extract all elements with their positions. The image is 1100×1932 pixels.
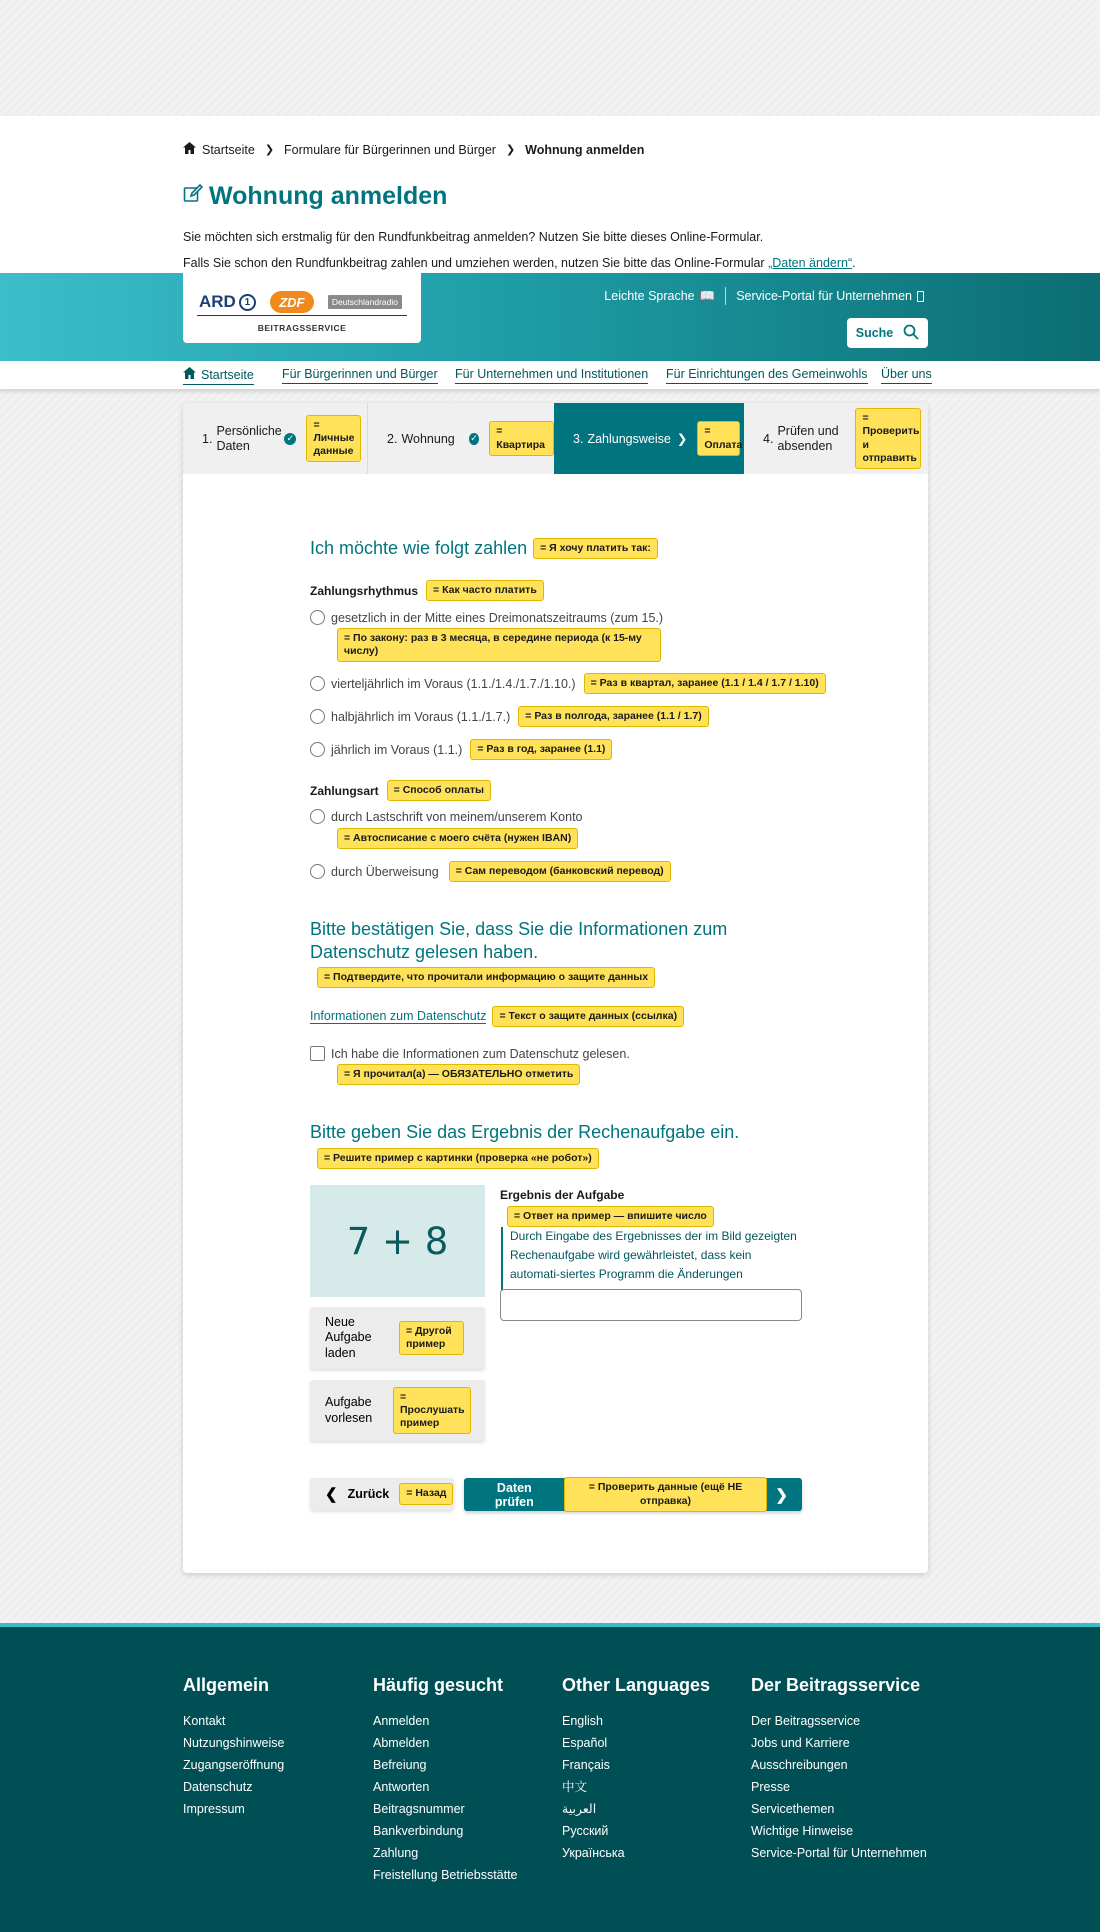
nav-businesses[interactable]: Für Unternehmen und Institutionen (455, 367, 648, 384)
home-icon (183, 367, 196, 382)
footer-link[interactable]: Ausschreibungen (751, 1758, 848, 1772)
rhythm-option-annual[interactable]: jährlich im Voraus (1.1.) = Раз в год, заранее (1.1) (310, 739, 612, 760)
footer-link[interactable]: العربية (562, 1802, 597, 1816)
site-header (0, 273, 1100, 361)
translation-badge: = Решите пример с картинки (проверка «не робот») (317, 1148, 599, 1169)
footer-link[interactable]: Presse (751, 1780, 790, 1794)
site-footer (0, 1623, 1100, 1932)
page-title (183, 182, 447, 211)
translation-badge: = Прослушать пример (393, 1387, 471, 1434)
footer-link[interactable]: Datenschutz (183, 1780, 253, 1794)
search-button[interactable]: Suche (847, 318, 928, 348)
business-portal-link[interactable]: Service-Portal für Unternehmen (736, 289, 924, 303)
footer-col-title: Häufig gesucht (373, 1675, 504, 1695)
chevron-left-icon: ❮ (325, 1486, 338, 1503)
footer-link[interactable]: Español (562, 1736, 608, 1750)
read-task-button[interactable]: Aufgabe vorlesen = Прослушать пример (310, 1380, 485, 1441)
header-links (604, 287, 924, 305)
footer-col-languages (562, 1675, 710, 1864)
footer-link[interactable]: Beitragsnummer (373, 1802, 465, 1816)
translation-badge: = Я прочитал(а) — ОБЯЗАТЕЛЬНО отметить (337, 1064, 580, 1085)
footer-link[interactable]: 中文 (562, 1780, 588, 1794)
footer-link[interactable]: Zugangseröffnung (183, 1758, 285, 1772)
logo[interactable] (183, 273, 421, 343)
easy-language-link[interactable]: Leichte Sprache 📖 (604, 288, 716, 303)
step-apartment[interactable]: 2. Wohnung ✓ = Квартира (368, 403, 554, 474)
radio-button[interactable] (310, 610, 325, 625)
footer-col-title: Der Beitragsservice (751, 1675, 921, 1695)
footer-link[interactable]: Antworten (373, 1780, 430, 1794)
translation-badge: = Текст о защите данных (ссылка) (492, 1006, 684, 1027)
footer-link[interactable]: Français (562, 1758, 610, 1772)
privacy-title: Bitte bestätigen Sie, dass Sie die Informationen zum Datenschutz gelesen haben. (310, 919, 728, 962)
nav-about[interactable]: Über uns (881, 367, 932, 384)
rhythm-label: Zahlungsrhythmus (310, 583, 419, 598)
result-input[interactable] (500, 1289, 802, 1321)
breadcrumb-forms[interactable]: Formulare für Bürgerinnen und Bürger (284, 142, 496, 157)
payment-type-group (310, 780, 491, 801)
translation-badge: = Другой пример (399, 1321, 464, 1355)
translation-badge: = Проверить и отправить (855, 408, 921, 469)
nav-citizens[interactable]: Für Bürgerinnen und Bürger (282, 367, 438, 384)
footer-col-frequent (373, 1675, 518, 1886)
footer-link[interactable]: Bankverbindung (373, 1824, 464, 1838)
edit-icon (183, 182, 203, 211)
back-button[interactable]: ❮ Zurück = Назад (310, 1478, 454, 1510)
chevron-right-icon: ❯ (264, 144, 275, 156)
radio-button[interactable] (310, 676, 325, 691)
footer-link[interactable]: Befreiung (373, 1758, 427, 1772)
breadcrumb-home[interactable]: Startseite (202, 142, 255, 157)
top-band (0, 116, 1100, 274)
privacy-link-row (310, 1006, 684, 1027)
new-task-button[interactable]: Neue Aufgabe laden = Другой пример (310, 1307, 485, 1369)
zdf-logo: ZDF (270, 291, 314, 313)
footer-link[interactable]: English (562, 1714, 603, 1728)
translation-badge: = Проверить данные (ещё НЕ отправка) (564, 1477, 768, 1511)
footer-col-general (183, 1675, 284, 1820)
footer-link[interactable]: Abmelden (373, 1736, 430, 1750)
translation-badge: = Я хочу платить так: (533, 538, 658, 559)
payment-title: Ich möchte wie folgt zahlen (310, 538, 528, 558)
footer-link[interactable]: Impressum (183, 1802, 245, 1816)
footer-link[interactable]: Kontakt (183, 1714, 226, 1728)
rhythm-option-semiannual[interactable]: halbjährlich im Voraus (1.1./1.7.) = Раз в полгода, заранее (1.1 / 1.7) (310, 706, 709, 727)
step-payment-method[interactable]: 3. Zahlungsweise ❯ = Оплата (554, 403, 744, 474)
footer-link[interactable]: Wichtige Hinweise (751, 1824, 854, 1838)
payment-heading (310, 537, 658, 560)
book-icon: 📖 (699, 288, 716, 303)
step-personal-data[interactable]: 1. Persönliche Daten ✓ = Личные данные (183, 403, 367, 474)
translation-badge: = Как часто платить (426, 580, 544, 601)
radio-button[interactable] (310, 742, 325, 757)
payment-rhythm-group (310, 580, 544, 601)
chevron-right-icon: ❯ (775, 1486, 788, 1504)
rhythm-option-legal[interactable]: gesetzlich in der Mitte eines Dreimonatszeitraums (zum 15.) (310, 610, 663, 625)
translation-badge: = Оплата (697, 421, 740, 455)
translation-badge: = Ответ на пример — впишите число (507, 1206, 714, 1227)
search-icon (903, 324, 919, 343)
payment-option-direct-debit[interactable]: durch Lastschrift von meinem/unserem Konto (310, 809, 583, 824)
page-title-text: Wohnung anmelden (209, 182, 448, 210)
door-icon (917, 291, 924, 302)
chevron-right-icon: ❯ (505, 144, 516, 156)
captcha-image: 7 + 8 (310, 1185, 485, 1297)
footer-link[interactable]: Jobs und Karriere (751, 1736, 850, 1750)
divider (725, 287, 726, 305)
translation-badge: = Квартира (489, 421, 554, 455)
captcha-title: Bitte geben Sie das Ergebnis der Rechenaufgabe ein. (310, 1122, 740, 1142)
footer-link[interactable]: Freistellung Betriebsstätte (373, 1868, 518, 1882)
result-label: Ergebnis der Aufgabe (500, 1188, 625, 1202)
check-data-button[interactable]: Daten prüfen = Проверить данные (ещё НЕ отправка) ❯ (464, 1478, 802, 1511)
payment-type-label: Zahlungsart (310, 783, 379, 798)
logo-subtitle: BEITRAGSSERVICE (257, 323, 347, 333)
footer-link[interactable]: Zahlung (373, 1846, 419, 1860)
deutschlandradio-logo: Deutschlandradio (328, 295, 402, 309)
rhythm-option-quarterly[interactable]: vierteljährlich im Voraus (1.1./1.4./1.7./1.10.) = Раз в квартал, заранее (1.1 / 1.4 / 1.7 / 1.10) (310, 673, 826, 694)
captcha-hint: Durch Eingabe des Ergebnisses der im Bild gezeigten Rechenaufgabe wird gewährleistet, dass kein automati-siertes Programm die Änderungen (501, 1227, 801, 1304)
translation-badge: = Автосписание с моего счёта (нужен IBAN) (337, 828, 578, 849)
ard-logo: ARD 1 (199, 292, 256, 312)
footer-link[interactable]: Der Beitragsservice (751, 1714, 861, 1728)
breadcrumb (183, 142, 644, 157)
home-icon (183, 142, 196, 157)
nav-home[interactable]: Startseite (183, 367, 254, 385)
translation-badge: = Назад (399, 1483, 453, 1504)
translation-badge: = Личные данные (306, 415, 361, 462)
privacy-info-link[interactable]: Informationen zum Datenschutz (310, 1009, 487, 1024)
footer-link[interactable]: Nutzungshinweise (183, 1736, 285, 1750)
translation-badge: = Раз в год, заранее (1.1) (470, 739, 612, 760)
translation-badge: = Раз в квартал, заранее (1.1 / 1.4 / 1.7 / 1.10) (584, 673, 826, 694)
nav-public-welfare[interactable]: Für Einrichtungen des Gemeinwohls (666, 367, 868, 384)
translation-badge: = По закону: раз в 3 месяца, в середине периода (к 15-му числу) (337, 628, 661, 662)
check-icon: ✓ (284, 433, 296, 445)
footer-link[interactable]: Русский (562, 1824, 609, 1838)
footer-link[interactable]: Servicethemen (751, 1802, 835, 1816)
footer-link[interactable]: Service-Portal für Unternehmen (751, 1846, 927, 1860)
intro-text-1: Sie möchten sich erstmalig für den Rundfunkbeitrag anmelden? Nutzen Sie bitte dieses Online-Formular. (183, 230, 764, 244)
change-data-link[interactable]: „Daten ändern“ (768, 256, 853, 270)
translation-badge: = Раз в полгода, заранее (1.1 / 1.7) (518, 706, 708, 727)
footer-col-beitragsservice (751, 1675, 927, 1864)
step-review-submit[interactable]: 4. Prüfen und absenden = Проверить и отправить (744, 403, 928, 474)
footer-col-title: Allgemein (183, 1675, 270, 1695)
radio-button[interactable] (310, 809, 325, 824)
check-icon: ✓ (470, 433, 478, 443)
footer-link[interactable]: Anmelden (373, 1714, 430, 1728)
footer-link[interactable]: Українська (562, 1846, 625, 1860)
translation-badge: = Способ оплаты (387, 780, 491, 801)
translation-badge: = Сам переводом (банковский перевод) (449, 861, 671, 882)
privacy-checkbox[interactable] (310, 1046, 325, 1061)
translation-badge: = Подтвердите, что прочитали информацию о защите данных (317, 967, 655, 988)
footer-col-title: Other Languages (562, 1675, 711, 1695)
radio-button[interactable] (310, 864, 325, 879)
payment-option-transfer[interactable]: durch Überweisung = Сам переводом (банковский перевод) (310, 861, 671, 882)
radio-button[interactable] (310, 709, 325, 724)
chevron-right-icon: ❯ (676, 432, 688, 446)
intro-text-2: Falls Sie schon den Rundfunkbeitrag zahlen und umziehen werden, nutzen Sie bitte das Online-Formular „Daten ändern“. (183, 256, 856, 270)
privacy-checkbox-row[interactable]: Ich habe die Informationen zum Datenschutz gelesen. (310, 1046, 630, 1061)
breadcrumb-current: Wohnung anmelden (525, 142, 645, 157)
